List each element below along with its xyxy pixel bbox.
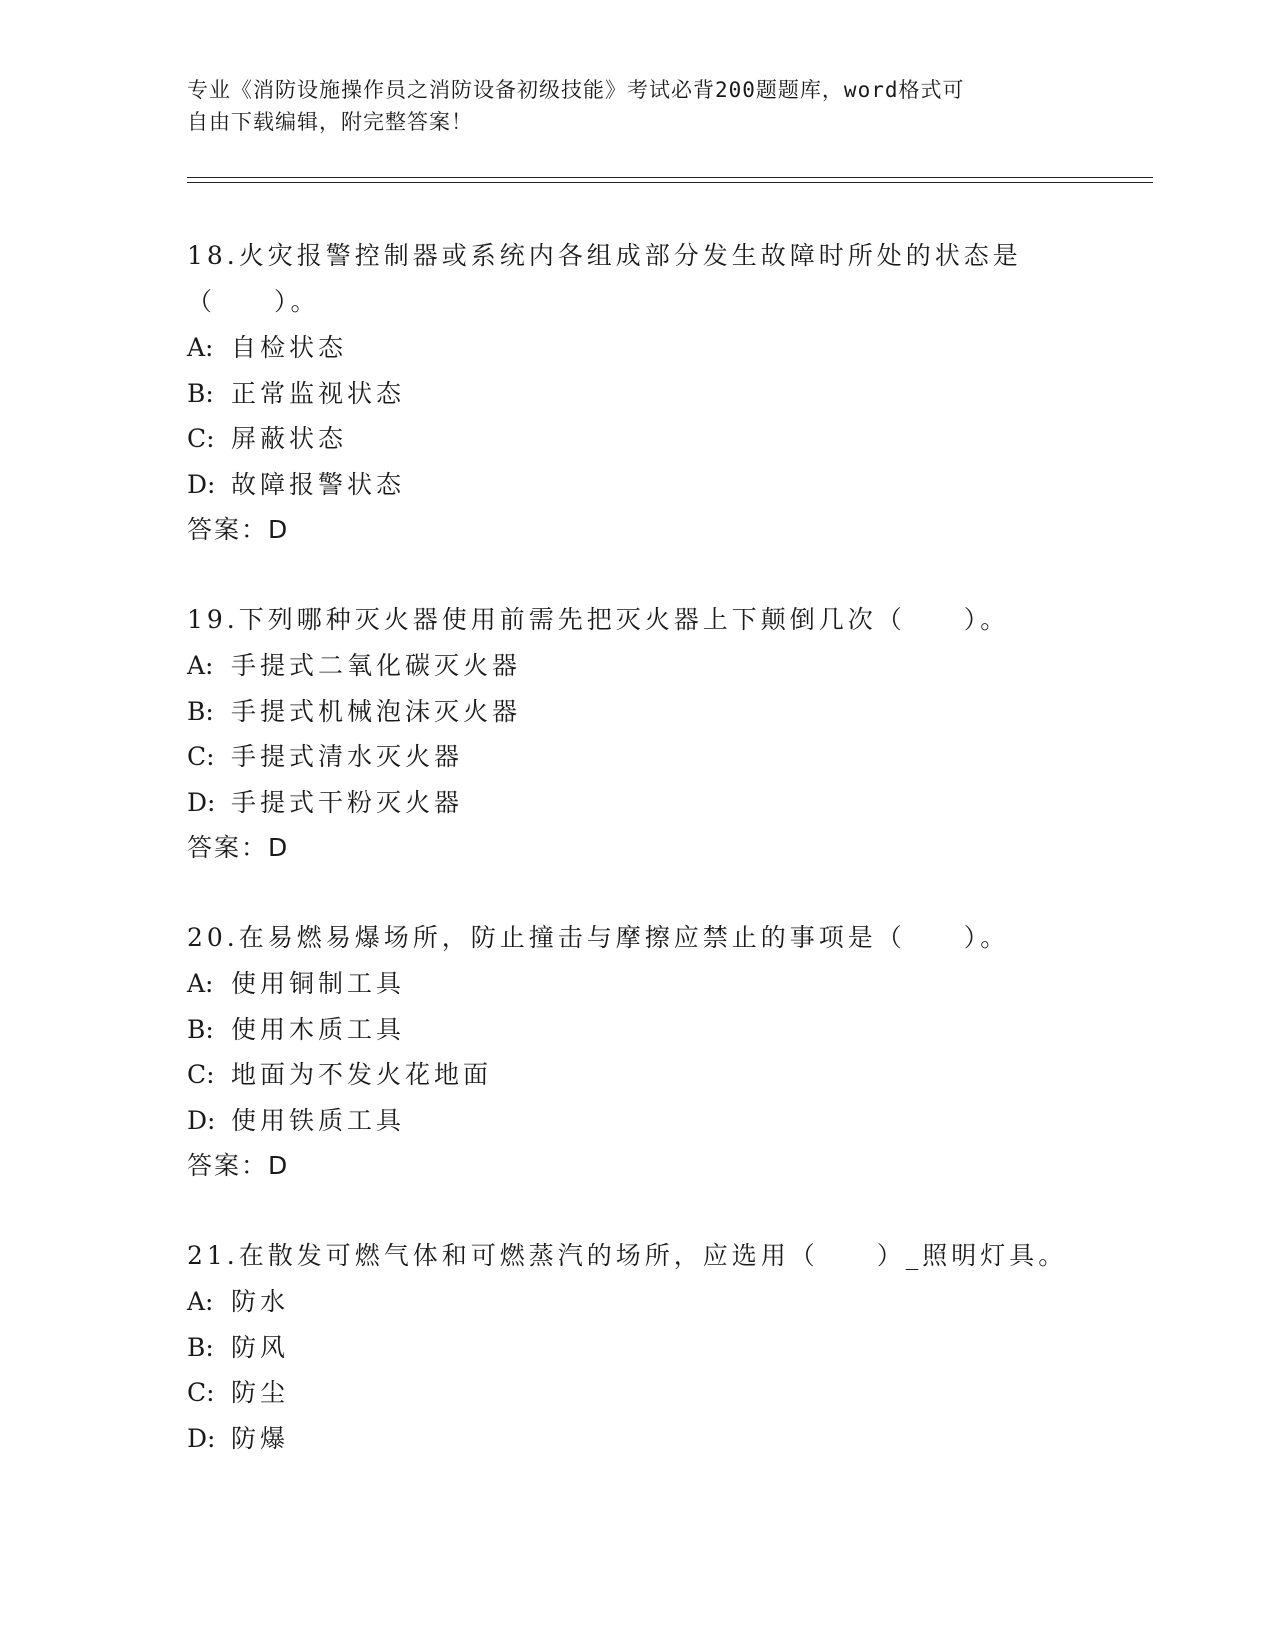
option-letter: B:: [187, 1332, 214, 1362]
option-text: 防爆: [231, 1423, 290, 1453]
option-text: 屏蔽状态: [231, 424, 348, 453]
option-text: 防风: [231, 1332, 290, 1362]
option-d: [187, 462, 1087, 508]
option-text: 手提式干粉灭火器: [231, 787, 464, 817]
option-text: 故障报警状态: [231, 469, 406, 499]
option-c: [187, 734, 1087, 780]
option-text: 自检状态: [231, 333, 348, 362]
option-letter: D:: [187, 469, 216, 499]
header-line-2: 自由下载编辑，附完整答案！: [187, 110, 473, 134]
option-letter: C:: [187, 1060, 215, 1089]
option-text: 防尘: [231, 1378, 290, 1407]
header-line-1: 专业《消防设施操作员之消防设备初级技能》考试必背200题题库，word格式可: [187, 78, 965, 102]
option-c: [187, 416, 1087, 462]
option-letter: A:: [187, 651, 214, 680]
option-letter: A:: [187, 969, 214, 998]
option-d: [187, 780, 1087, 826]
option-a: [187, 961, 1087, 1007]
option-a: [187, 1279, 1087, 1325]
question-stem: 18.火灾报警控制器或系统内各组成部分发生故障时所处的状态是（ ）。: [187, 241, 1022, 316]
option-letter: C:: [187, 1378, 215, 1407]
question-18: [187, 233, 1087, 552]
option-c: [187, 1052, 1087, 1098]
option-letter: A:: [187, 333, 214, 362]
answer-line: 答案：D: [187, 515, 290, 544]
option-a: [187, 325, 1087, 371]
document-header: [187, 74, 1087, 138]
option-text: 正常监视状态: [231, 378, 406, 408]
option-letter: D:: [187, 787, 216, 817]
option-text: 防水: [231, 1287, 290, 1316]
question-19: [187, 597, 1087, 870]
question-stem: 20.在易燃易爆场所，防止撞击与摩擦应禁止的事项是（ ）。: [187, 923, 1010, 952]
option-letter: C:: [187, 424, 215, 453]
option-text: 手提式清水灭火器: [231, 742, 464, 771]
option-letter: B:: [187, 1014, 214, 1044]
option-letter: D:: [187, 1423, 216, 1453]
question-20: [187, 915, 1087, 1188]
option-letter: C:: [187, 742, 215, 771]
option-text: 使用铁质工具: [231, 1105, 406, 1135]
answer-line: 答案：D: [187, 833, 290, 862]
option-d: [187, 1098, 1087, 1144]
header-divider-bottom: [187, 182, 1153, 183]
option-d: [187, 1416, 1087, 1462]
option-letter: B:: [187, 378, 214, 408]
option-text: 手提式机械泡沫灭火器: [231, 696, 522, 726]
header-divider-top: [187, 177, 1153, 178]
option-letter: A:: [187, 1287, 214, 1316]
option-a: [187, 643, 1087, 689]
answer-line: 答案：D: [187, 1151, 290, 1180]
option-b: [187, 1325, 1087, 1371]
option-c: [187, 1370, 1087, 1416]
option-b: [187, 371, 1087, 417]
option-text: 使用铜制工具: [231, 969, 406, 998]
option-letter: D:: [187, 1105, 216, 1135]
option-b: [187, 689, 1087, 735]
option-b: [187, 1007, 1087, 1053]
option-text: 地面为不发火花地面: [231, 1060, 493, 1089]
option-text: 手提式二氧化碳灭火器: [231, 651, 522, 680]
option-text: 使用木质工具: [231, 1014, 406, 1044]
question-stem: 21.在散发可燃气体和可燃蒸汽的场所，应选用（ ）_照明灯具。: [187, 1241, 1068, 1270]
question-21: [187, 1233, 1087, 1461]
option-letter: B:: [187, 696, 214, 726]
question-stem: 19.下列哪种灭火器使用前需先把灭火器上下颠倒几次（ ）。: [187, 605, 1010, 634]
